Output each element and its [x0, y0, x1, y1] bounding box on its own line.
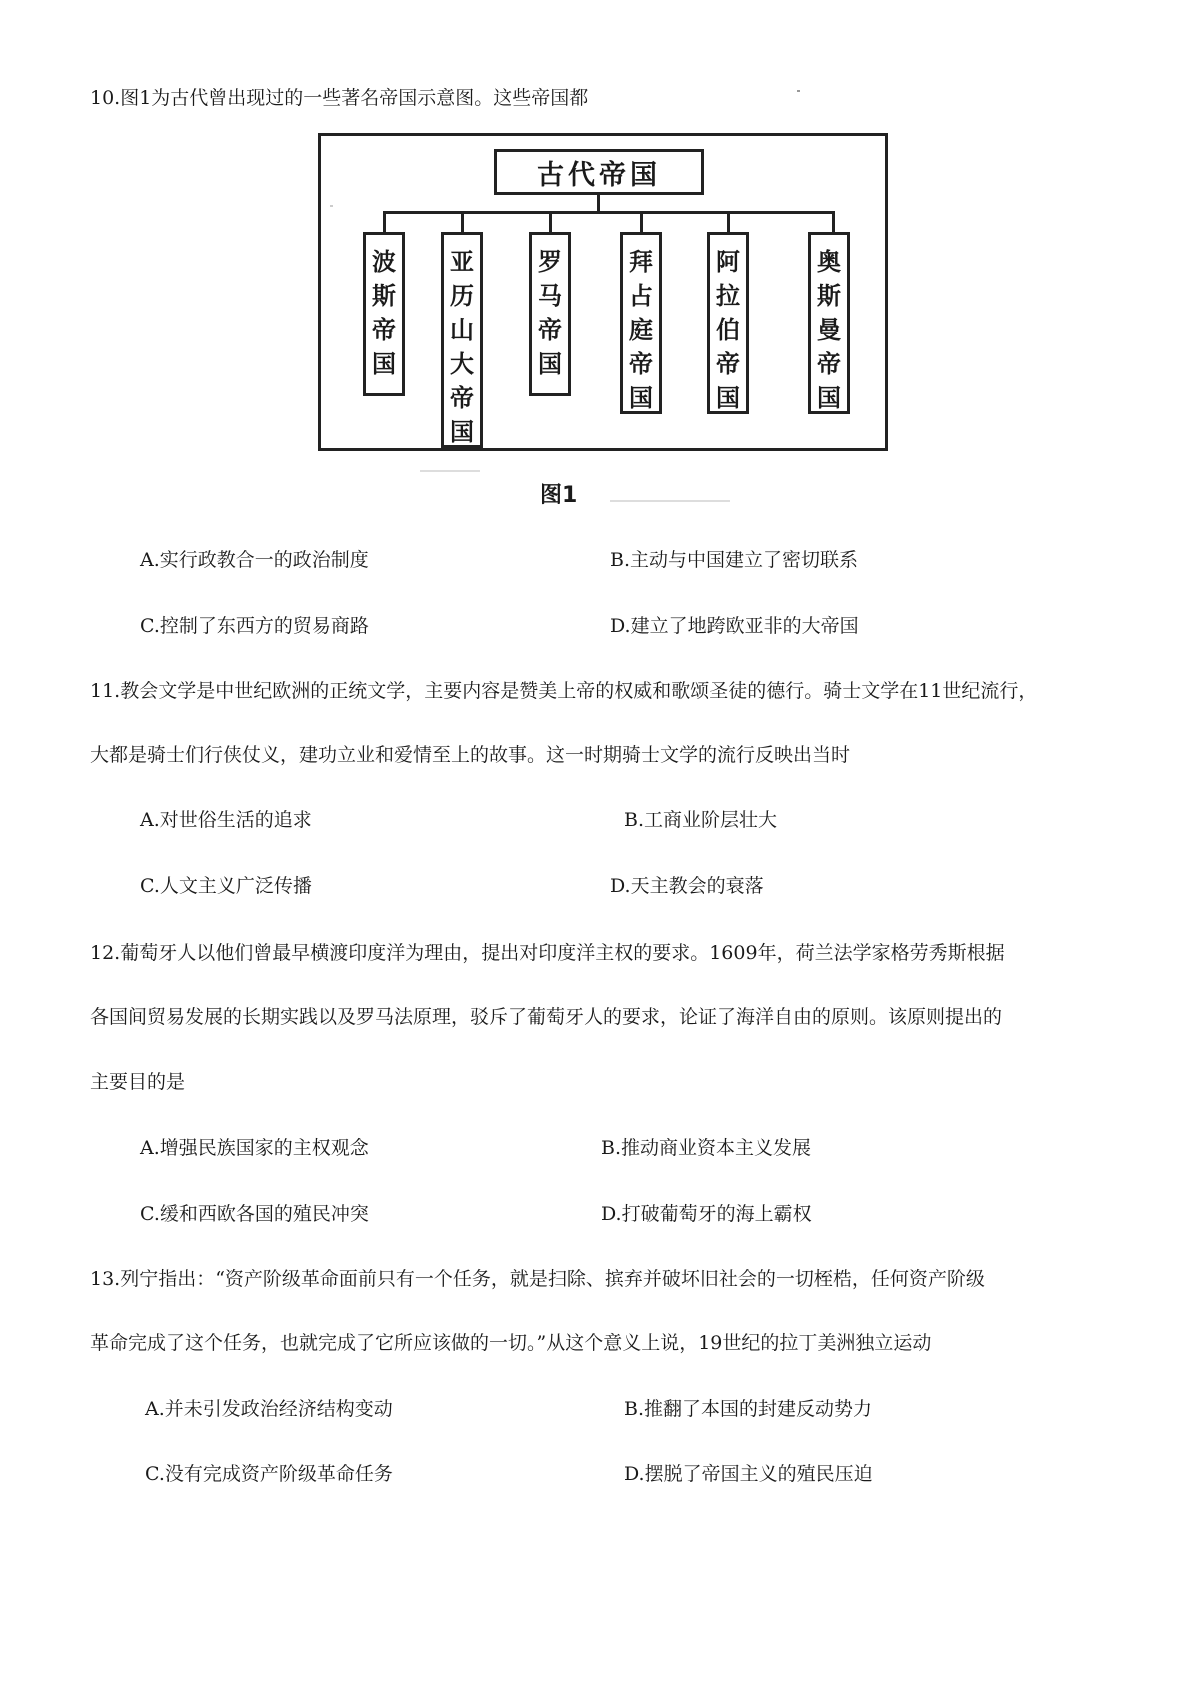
scan-speck: [330, 205, 333, 207]
connector-child-6: [832, 211, 835, 233]
q12-option-c[interactable]: C.缓和西欧各国的殖民冲突: [140, 1203, 369, 1225]
empire-node-persia: 波斯帝国: [363, 232, 405, 396]
connector-child-2: [461, 211, 464, 233]
scan-speck: [420, 470, 480, 472]
q13-option-d[interactable]: D.摆脱了帝国主义的殖民压迫: [624, 1463, 873, 1485]
q11-option-b[interactable]: B.工商业阶层壮大: [624, 809, 778, 831]
connector-child-3: [549, 211, 552, 233]
q12-option-a[interactable]: A.增强民族国家的主权观念: [140, 1137, 369, 1159]
empire-node-ottoman: 奥斯曼帝国: [808, 232, 850, 414]
q13-option-a[interactable]: A.并未引发政治经济结构变动: [145, 1398, 393, 1420]
question-11-stem-line-1: 11.教会文学是中世纪欧洲的正统文学，主要内容是赞美上帝的权威和歌颂圣徒的德行。骑士文学在11世纪流行，: [90, 680, 1038, 702]
question-10-stem: 10.图1为古代曾出现过的一些著名帝国示意图。这些帝国都: [90, 87, 589, 109]
connector-horizontal: [383, 211, 835, 214]
question-12-stem-line-3: 主要目的是: [90, 1071, 186, 1093]
q10-option-c[interactable]: C.控制了东西方的贸易商路: [140, 615, 369, 637]
empire-node-byzantine: 拜占庭帝国: [620, 232, 662, 414]
connector-child-4: [640, 211, 643, 233]
q13-option-c[interactable]: C.没有完成资产阶级革命任务: [145, 1463, 393, 1485]
question-12-stem-line-1: 12.葡萄牙人以他们曾最早横渡印度洋为理由，提出对印度洋主权的要求。1609年，荷兰法学家格劳秀斯根据: [90, 942, 1005, 964]
q11-option-c[interactable]: C.人文主义广泛传播: [140, 875, 312, 897]
question-12-stem-line-2: 各国间贸易发展的长期实践以及罗马法原理，驳斥了葡萄牙人的要求，论证了海洋自由的原则。该原则提出的: [90, 1006, 1003, 1028]
empire-node-alexander: 亚历山大帝国: [441, 232, 483, 448]
empire-node-rome: 罗马帝国: [529, 232, 571, 396]
connector-root-stem: [597, 195, 600, 212]
q13-option-b[interactable]: B.推翻了本国的封建反动势力: [624, 1398, 873, 1420]
q10-option-b[interactable]: B.主动与中国建立了密切联系: [610, 549, 859, 571]
scan-speck: [797, 90, 800, 92]
question-13-stem-line-1: 13.列宁指出：“资产阶级革命面前只有一个任务，就是扫除、摈弃并破坏旧社会的一切桎梏，任何资产阶级: [90, 1268, 985, 1290]
scan-speck: [610, 500, 730, 502]
connector-child-1: [383, 211, 386, 233]
empire-node-arab: 阿拉伯帝国: [707, 232, 749, 414]
figure-caption: 图1: [540, 483, 578, 508]
q12-option-b[interactable]: B.推动商业资本主义发展: [601, 1137, 812, 1159]
question-13-stem-line-2: 革命完成了这个任务，也就完成了它所应该做的一切。”从这个意义上说，19世纪的拉丁美洲独立运动: [90, 1332, 932, 1354]
q10-option-d[interactable]: D.建立了地跨欧亚非的大帝国: [610, 615, 859, 637]
connector-child-5: [727, 211, 730, 233]
figure-root-node: 古代帝国: [494, 149, 704, 195]
question-11-stem-line-2: 大都是骑士们行侠仗义，建功立业和爱情至上的故事。这一时期骑士文学的流行反映出当时: [90, 744, 851, 766]
q11-option-a[interactable]: A.对世俗生活的追求: [140, 809, 312, 831]
q12-option-d[interactable]: D.打破葡萄牙的海上霸权: [601, 1203, 812, 1225]
q10-option-a[interactable]: A.实行政教合一的政治制度: [140, 549, 369, 571]
q11-option-d[interactable]: D.天主教会的衰落: [610, 875, 764, 897]
